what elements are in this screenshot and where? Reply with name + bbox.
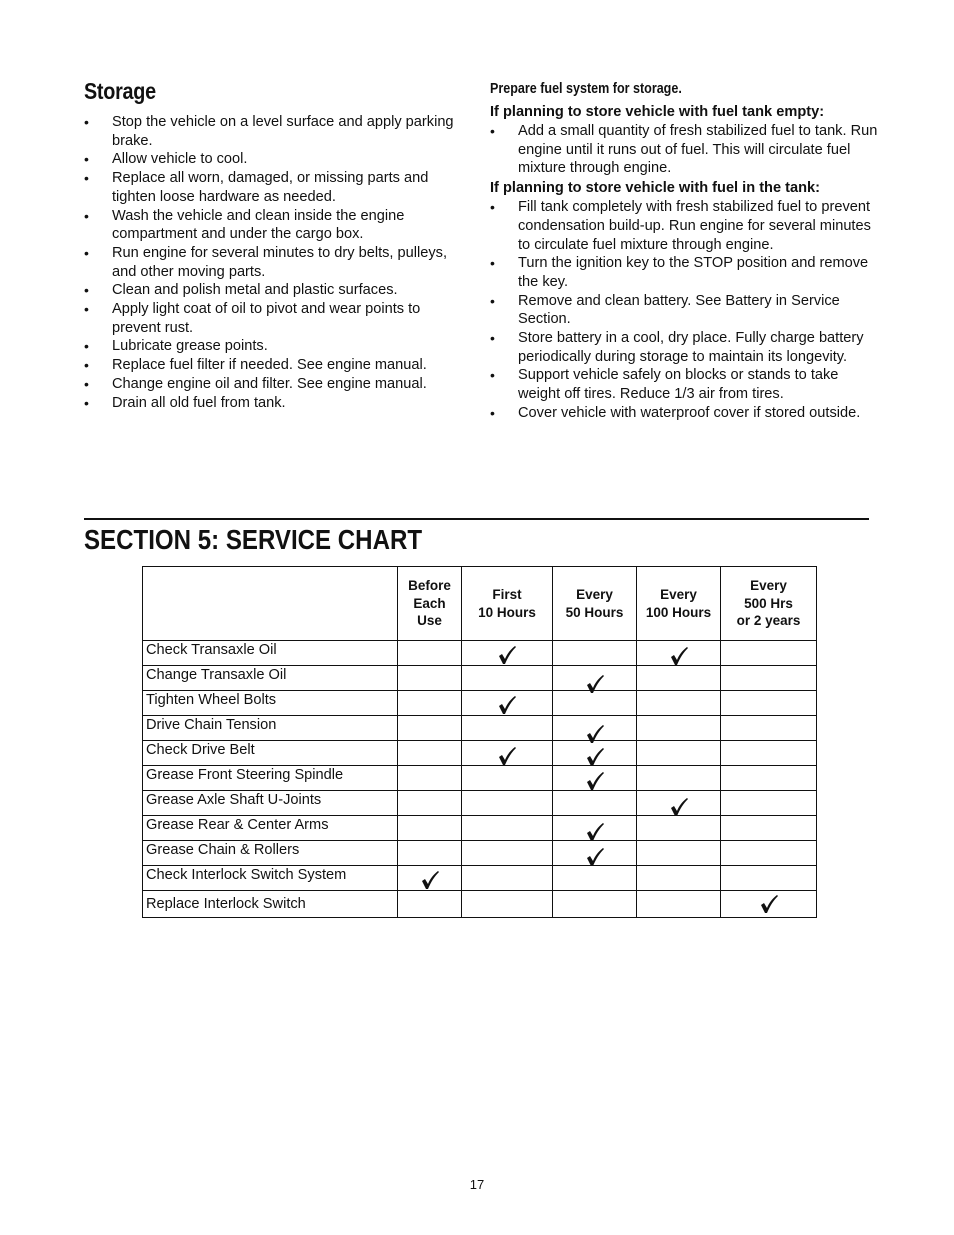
interval-cell xyxy=(398,816,462,841)
interval-cell xyxy=(553,791,637,816)
interval-header-line: Every xyxy=(576,587,613,602)
check-mark-icon xyxy=(497,695,517,715)
check-mark-icon xyxy=(585,847,605,867)
interval-header-line: Every xyxy=(660,587,697,602)
table-row xyxy=(143,841,817,866)
service-chart-table xyxy=(142,566,817,918)
check-mark-icon xyxy=(585,747,605,767)
fuel-column xyxy=(490,80,880,423)
interval-cell xyxy=(637,716,721,741)
list-item: • Turn the ignition key to the STOP position and remove the key. xyxy=(490,254,880,291)
list-item: • Replace all worn, damaged, or missing parts and tighten loose hardware as needed. xyxy=(84,169,454,206)
service-task-cell: Drive Chain Tension xyxy=(143,716,398,741)
interval-cell xyxy=(721,716,817,741)
service-task-cell: Grease Axle Shaft U-Joints xyxy=(143,791,398,816)
interval-header-line: Every xyxy=(750,578,787,594)
interval-cell xyxy=(637,891,721,918)
list-item: • Remove and clean battery. See Battery in Service Section. xyxy=(490,292,880,329)
list-item: • Lubricate grease points. xyxy=(84,337,454,356)
interval-cell xyxy=(553,766,637,791)
table-row xyxy=(143,741,817,766)
interval-cell xyxy=(637,691,721,716)
interval-cell xyxy=(553,716,637,741)
check-mark-icon xyxy=(585,771,605,791)
interval-column-header xyxy=(637,567,721,641)
table-row xyxy=(143,791,817,816)
service-task-cell: Grease Front Steering Spindle xyxy=(143,766,398,791)
check-mark-icon xyxy=(497,746,517,766)
interval-cell xyxy=(721,741,817,766)
service-task-cell: Tighten Wheel Bolts xyxy=(143,691,398,716)
interval-header-line: 50 Hours xyxy=(565,604,624,620)
interval-cell xyxy=(462,741,553,766)
interval-cell xyxy=(462,866,553,891)
interval-cell xyxy=(462,816,553,841)
list-item: • Store battery in a cool, dry place. Fully charge battery periodically during storage to maintain its longevity. xyxy=(490,329,880,366)
service-task-cell: Check Transaxle Oil xyxy=(143,641,398,666)
interval-cell xyxy=(637,741,721,766)
list-item: • Support vehicle safely on blocks or stands to take weight off tires. Reduce 1/3 air from tires. xyxy=(490,366,880,403)
interval-header-line: 10 Hours xyxy=(478,604,536,620)
interval-cell xyxy=(721,641,817,666)
list-item: • Drain all old fuel from tank. xyxy=(84,394,454,413)
interval-cell xyxy=(462,766,553,791)
interval-cell xyxy=(553,666,637,691)
interval-cell xyxy=(398,866,462,891)
table-row xyxy=(143,666,817,691)
interval-cell xyxy=(721,866,817,891)
interval-cell xyxy=(462,666,553,691)
interval-header-line: Before xyxy=(408,578,451,594)
check-mark-icon xyxy=(585,822,605,842)
table-row xyxy=(143,891,817,918)
interval-cell xyxy=(398,741,462,766)
section-divider xyxy=(84,518,869,520)
interval-cell xyxy=(462,716,553,741)
interval-header-line: Each xyxy=(413,595,446,611)
interval-cell xyxy=(553,641,637,666)
interval-cell xyxy=(553,891,637,918)
interval-cell xyxy=(721,791,817,816)
list-item: • Replace fuel filter if needed. See engine manual. xyxy=(84,356,454,375)
interval-cell xyxy=(462,891,553,918)
interval-cell xyxy=(398,791,462,816)
interval-column-header xyxy=(398,567,462,641)
interval-cell xyxy=(553,841,637,866)
page-number: 17 xyxy=(469,1177,485,1192)
check-mark-icon xyxy=(669,646,689,666)
interval-cell xyxy=(462,691,553,716)
interval-column-header xyxy=(553,567,637,641)
interval-cell xyxy=(398,641,462,666)
interval-cell xyxy=(637,641,721,666)
interval-cell xyxy=(721,816,817,841)
interval-header-line: Use xyxy=(417,613,442,629)
interval-cell xyxy=(721,691,817,716)
list-item: • Apply light coat of oil to pivot and wear points to prevent rust. xyxy=(84,300,454,337)
table-row xyxy=(143,816,817,841)
interval-cell xyxy=(553,866,637,891)
interval-cell xyxy=(721,766,817,791)
fuel-full-list xyxy=(490,198,880,422)
interval-cell xyxy=(462,641,553,666)
interval-column-header xyxy=(721,567,817,641)
check-mark-icon xyxy=(497,645,517,665)
interval-cell xyxy=(637,841,721,866)
table-row xyxy=(143,641,817,666)
table-row xyxy=(143,766,817,791)
interval-cell xyxy=(398,841,462,866)
table-row xyxy=(143,691,817,716)
interval-cell xyxy=(398,766,462,791)
interval-cell xyxy=(721,841,817,866)
list-item: • Allow vehicle to cool. xyxy=(84,150,454,169)
interval-cell xyxy=(721,666,817,691)
service-task-cell: Replace Interlock Switch xyxy=(143,891,398,918)
interval-cell xyxy=(553,816,637,841)
interval-cell xyxy=(637,766,721,791)
fuel-prep-heading: Prepare fuel system for storage. xyxy=(490,81,682,97)
interval-cell xyxy=(721,891,817,918)
interval-cell xyxy=(553,691,637,716)
interval-header-line: First xyxy=(492,587,522,602)
service-task-cell: Check Drive Belt xyxy=(143,741,398,766)
check-mark-icon xyxy=(759,894,779,914)
fuel-empty-heading: If planning to store vehicle with fuel tank empty: xyxy=(490,104,825,120)
interval-cell xyxy=(462,841,553,866)
interval-cell xyxy=(637,866,721,891)
storage-heading: Storage xyxy=(84,78,156,104)
service-chart-header xyxy=(143,567,817,641)
table-row xyxy=(143,716,817,741)
service-task-cell: Grease Rear & Center Arms xyxy=(143,816,398,841)
interval-cell xyxy=(637,666,721,691)
check-mark-icon xyxy=(420,870,440,890)
list-item: • Clean and polish metal and plastic surfaces. xyxy=(84,281,454,300)
interval-header-line: or 2 years xyxy=(736,613,801,629)
interval-cell xyxy=(398,716,462,741)
list-item: • Fill tank completely with fresh stabilized fuel to prevent condensation build-up. Run engine for several minutes to circulate fuel mixture through engine. xyxy=(490,198,880,254)
list-item: • Run engine for several minutes to dry belts, pulleys, and other moving parts. xyxy=(84,244,454,281)
interval-cell xyxy=(637,816,721,841)
interval-column-header xyxy=(462,567,553,641)
service-task-cell: Check Interlock Switch System xyxy=(143,866,398,891)
interval-cell xyxy=(398,691,462,716)
service-chart-body xyxy=(143,641,817,918)
interval-header-line: 500 Hrs xyxy=(744,595,793,611)
list-item: • Cover vehicle with waterproof cover if stored outside. xyxy=(490,404,880,423)
list-item: • Wash the vehicle and clean inside the engine compartment and under the cargo box. xyxy=(84,207,454,244)
interval-header-line: 100 Hours xyxy=(645,604,712,620)
service-task-cell: Change Transaxle Oil xyxy=(143,666,398,691)
fuel-full-heading: If planning to store vehicle with fuel in the tank: xyxy=(490,180,821,197)
fuel-empty-list xyxy=(490,122,880,178)
list-item: • Add a small quantity of fresh stabilized fuel to tank. Run engine until it runs out of fuel. This will circulate fuel mixture through engine. xyxy=(490,122,880,178)
interval-cell xyxy=(553,741,637,766)
interval-cell xyxy=(462,791,553,816)
task-column-header xyxy=(143,567,398,641)
interval-cell xyxy=(398,891,462,918)
list-item: • Stop the vehicle on a level surface and apply parking brake. xyxy=(84,113,454,150)
check-mark-icon xyxy=(669,797,689,817)
service-task-cell: Grease Chain & Rollers xyxy=(143,841,398,866)
storage-column xyxy=(84,78,454,412)
table-row xyxy=(143,866,817,891)
list-item: • Change engine oil and filter. See engine manual. xyxy=(84,375,454,394)
section-title: SECTION 5: SERVICE CHART xyxy=(84,524,423,555)
interval-cell xyxy=(398,666,462,691)
storage-list xyxy=(84,113,454,412)
interval-cell xyxy=(637,791,721,816)
